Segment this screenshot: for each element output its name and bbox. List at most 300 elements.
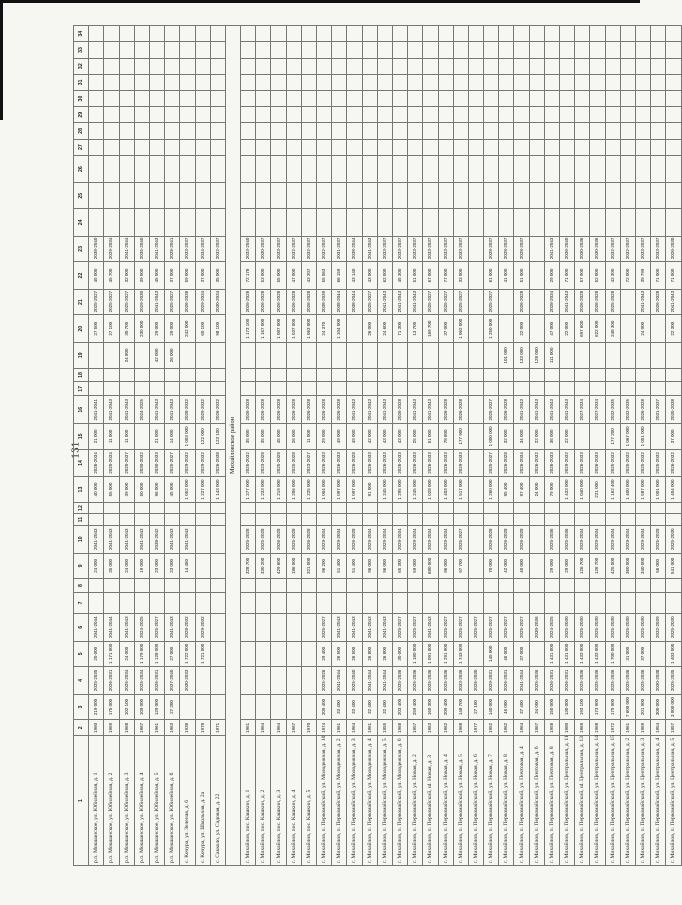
table-row — [666, 26, 681, 866]
value-cell: 109 000 — [134, 694, 149, 719]
value-cell: 2041-2043 — [392, 289, 407, 314]
value-cell — [195, 592, 210, 613]
value-cell — [134, 90, 149, 106]
value-cell: 2026-2030 — [468, 667, 483, 695]
value-cell: 2026-2033 — [575, 449, 590, 477]
value-cell — [104, 90, 119, 106]
value-cell — [468, 553, 483, 578]
value-cell: 1 403 000 — [438, 477, 453, 502]
value-cell: 96 000 — [149, 477, 164, 502]
value-cell — [635, 26, 650, 42]
value-cell — [468, 139, 483, 155]
value-cell: 2024-2025 — [544, 613, 559, 641]
value-cell: 2032-2037 — [605, 236, 620, 261]
value-cell: 29 000 — [544, 262, 559, 290]
value-cell — [468, 155, 483, 183]
value-cell — [347, 58, 362, 74]
value-cell: 29 000 — [165, 315, 180, 343]
value-cell: 2029-2034 — [408, 525, 423, 553]
address-cell: г. Михайлов, п. Первомайский, ул. Почтовая, д. 8 — [544, 736, 559, 866]
value-cell — [605, 155, 620, 183]
value-cell — [119, 208, 134, 236]
value-cell — [590, 26, 605, 42]
value-cell — [560, 74, 575, 90]
value-cell — [256, 502, 271, 514]
value-cell: 77 000 — [438, 262, 453, 290]
value-cell — [377, 208, 392, 236]
value-cell: 102 100 — [119, 694, 134, 719]
value-cell — [453, 514, 468, 526]
value-cell: 2032-2037 — [317, 236, 332, 261]
value-cell — [134, 183, 149, 208]
value-cell — [165, 592, 180, 613]
value-cell: 2030-2036 — [529, 613, 544, 641]
table-row — [605, 26, 620, 866]
value-cell: 97 700 — [453, 553, 468, 578]
value-cell — [468, 58, 483, 74]
value-cell — [408, 123, 423, 139]
value-cell — [560, 26, 575, 42]
value-cell: 1 277 000 — [241, 477, 256, 502]
header-cell: 34 — [74, 26, 89, 42]
value-cell — [392, 208, 407, 236]
value-cell: 2026-2028 — [301, 525, 316, 553]
value-cell — [499, 183, 514, 208]
value-cell: 11 000 — [104, 424, 119, 449]
value-cell — [317, 74, 332, 90]
value-cell: 33 000 — [453, 262, 468, 290]
value-cell — [301, 694, 316, 719]
value-cell — [453, 123, 468, 139]
value-cell — [134, 368, 149, 382]
value-cell — [301, 139, 316, 155]
value-cell — [438, 90, 453, 106]
value-cell — [544, 26, 559, 42]
value-cell — [104, 502, 119, 514]
value-cell — [651, 592, 666, 613]
value-cell — [286, 343, 301, 368]
value-cell: 1954 — [651, 720, 666, 736]
value-cell — [362, 90, 377, 106]
value-cell: 1 001 000 — [651, 477, 666, 502]
value-cell — [499, 42, 514, 58]
value-cell: 2041-2043 — [514, 396, 529, 424]
value-cell: 2026-2028 — [271, 289, 286, 314]
value-cell — [514, 58, 529, 74]
value-cell — [347, 343, 362, 368]
value-cell: 24 000 — [119, 553, 134, 578]
value-cell — [408, 58, 423, 74]
value-cell — [408, 208, 423, 236]
value-cell — [590, 208, 605, 236]
value-cell: 1957 — [408, 720, 423, 736]
value-cell — [468, 343, 483, 368]
value-cell — [438, 155, 453, 183]
value-cell — [575, 139, 590, 155]
value-cell — [149, 502, 164, 514]
value-cell — [468, 514, 483, 526]
value-cell: 1 587 000 — [635, 477, 650, 502]
header-cell: 5 — [74, 641, 89, 666]
value-cell: 2026-2028 — [317, 396, 332, 424]
value-cell: 2026-2032 — [210, 396, 225, 424]
value-cell — [256, 26, 271, 42]
value-cell — [620, 42, 635, 58]
value-cell — [575, 155, 590, 183]
header-cell: 6 — [74, 613, 89, 641]
value-cell — [605, 208, 620, 236]
value-cell: 2025-2032 — [241, 449, 256, 477]
value-cell — [423, 183, 438, 208]
value-cell: 34 000 — [514, 424, 529, 449]
value-cell — [484, 382, 499, 396]
value-cell: 209 400 — [317, 694, 332, 719]
value-cell — [453, 107, 468, 123]
value-cell — [529, 525, 544, 553]
value-cell: 2026-2028 — [651, 289, 666, 314]
value-cell: 2033-2036 — [453, 667, 468, 695]
value-cell — [438, 26, 453, 42]
value-cell — [468, 74, 483, 90]
value-cell — [180, 74, 195, 90]
value-cell — [392, 107, 407, 123]
header-cell: 20 — [74, 315, 89, 343]
value-cell — [423, 90, 438, 106]
value-cell: 61 000 — [484, 262, 499, 290]
value-cell: 2026-2028 — [514, 525, 529, 553]
table-row — [529, 26, 544, 866]
value-cell — [514, 502, 529, 514]
value-cell — [499, 368, 514, 382]
value-cell — [605, 579, 620, 593]
value-cell — [119, 502, 134, 514]
value-cell — [119, 514, 134, 526]
value-cell — [529, 592, 544, 613]
value-cell — [635, 514, 650, 526]
value-cell — [453, 183, 468, 208]
value-cell — [347, 107, 362, 123]
value-cell — [347, 74, 362, 90]
value-cell — [301, 502, 316, 514]
value-cell — [149, 514, 164, 526]
header-cell: 26 — [74, 155, 89, 183]
value-cell — [332, 382, 347, 396]
value-cell — [590, 155, 605, 183]
value-cell — [590, 42, 605, 58]
value-cell — [468, 208, 483, 236]
value-cell — [453, 155, 468, 183]
value-cell — [560, 343, 575, 368]
value-cell: 1964 — [256, 720, 271, 736]
value-cell: 300 000 — [651, 694, 666, 719]
value-cell: 2025-2027 — [438, 613, 453, 641]
value-cell — [210, 579, 225, 593]
value-cell — [560, 107, 575, 123]
value-cell — [514, 368, 529, 382]
value-cell: 35 000 — [241, 424, 256, 449]
value-cell — [134, 382, 149, 396]
value-cell: 52 000 — [590, 262, 605, 290]
value-cell: 1967 — [134, 720, 149, 736]
value-cell — [165, 208, 180, 236]
value-cell: 2025-2040 — [347, 667, 362, 695]
value-cell — [529, 139, 544, 155]
value-cell — [408, 514, 423, 526]
value-cell: 2041-2043 — [560, 289, 575, 314]
value-cell — [362, 343, 377, 368]
value-cell: 40 000 — [89, 477, 104, 502]
value-cell — [119, 107, 134, 123]
value-cell — [286, 613, 301, 641]
value-cell: 1968 — [119, 720, 134, 736]
value-cell: 2025-2036 — [544, 525, 559, 553]
value-cell: 2025-2034 — [119, 667, 134, 695]
value-cell: 177 200 — [605, 424, 620, 449]
value-cell: 2026-2033 — [332, 449, 347, 477]
value-cell: 2026-2032 — [666, 449, 681, 477]
value-cell — [256, 579, 271, 593]
value-cell: 2034-2037 — [195, 236, 210, 261]
value-cell — [210, 525, 225, 553]
value-cell — [119, 183, 134, 208]
value-cell: 193 100 — [575, 694, 590, 719]
header-cell: 1 — [74, 736, 89, 866]
table-row — [575, 26, 590, 866]
value-cell: 1961 — [620, 720, 635, 736]
value-cell — [453, 90, 468, 106]
value-cell — [180, 139, 195, 155]
value-cell — [271, 368, 286, 382]
value-cell — [468, 107, 483, 123]
value-cell — [119, 139, 134, 155]
value-cell: 2026-2034 — [89, 449, 104, 477]
value-cell: 67 000 — [423, 262, 438, 290]
value-cell — [195, 58, 210, 74]
value-cell: 133 000 — [514, 343, 529, 368]
value-cell — [180, 579, 195, 593]
value-cell: 2041-2043 — [423, 613, 438, 641]
value-cell — [286, 592, 301, 613]
value-cell: 2026-2028 — [271, 525, 286, 553]
value-cell: 2033-2037 — [635, 236, 650, 261]
value-cell — [317, 26, 332, 42]
value-cell — [651, 502, 666, 514]
value-cell — [468, 641, 483, 666]
value-cell — [499, 26, 514, 42]
value-cell — [651, 26, 666, 42]
value-cell — [210, 123, 225, 139]
value-cell — [301, 613, 316, 641]
address-cell: г. Михайлов, п. Первомайский, ул. Почтовая, д. 6 — [529, 736, 544, 866]
value-cell — [651, 155, 666, 183]
value-cell: 27 300 — [165, 694, 180, 719]
value-cell: 2026-2033 — [317, 449, 332, 477]
value-cell: 2041-2043 — [362, 236, 377, 261]
header-cell: 15 — [74, 424, 89, 449]
value-cell — [317, 382, 332, 396]
value-cell — [210, 514, 225, 526]
value-cell: 1 433 000 — [560, 477, 575, 502]
value-cell: 45 000 — [499, 641, 514, 666]
value-cell — [347, 592, 362, 613]
value-cell: 2025-2026 — [317, 667, 332, 695]
table-header-row — [74, 26, 89, 866]
header-cell: 10 — [74, 525, 89, 553]
value-cell — [134, 107, 149, 123]
value-cell — [605, 74, 620, 90]
value-cell: 122 000 — [195, 424, 210, 449]
value-cell: 2025-2027 — [499, 613, 514, 641]
value-cell — [499, 139, 514, 155]
value-cell — [453, 58, 468, 74]
value-cell — [210, 613, 225, 641]
value-cell — [377, 90, 392, 106]
value-cell — [134, 26, 149, 42]
value-cell — [666, 382, 681, 396]
header-cell: 29 — [74, 107, 89, 123]
value-cell — [332, 74, 347, 90]
value-cell: 2025-2030 — [605, 613, 620, 641]
value-cell — [317, 107, 332, 123]
value-cell — [392, 368, 407, 382]
value-cell: 33 400 — [347, 694, 362, 719]
value-cell — [514, 90, 529, 106]
value-cell — [392, 123, 407, 139]
value-cell: 1 179 000 — [134, 641, 149, 666]
address-cell: г. Михайлов, п. Первомайский, ул. Новая, д. 4 — [438, 736, 453, 866]
table-row — [620, 26, 635, 866]
value-cell: 39 000 — [119, 477, 134, 502]
value-cell — [590, 368, 605, 382]
value-cell — [119, 579, 134, 593]
value-cell: 2026-2033 — [377, 449, 392, 477]
value-cell: 2025-2030 — [560, 613, 575, 641]
value-cell: 360 000 — [620, 553, 635, 578]
value-cell — [89, 208, 104, 236]
value-cell — [468, 592, 483, 613]
value-cell: 1964 — [347, 720, 362, 736]
value-cell — [560, 123, 575, 139]
value-cell: 2029-2034 — [575, 525, 590, 553]
table-row — [392, 26, 407, 866]
header-cell: 14 — [74, 449, 89, 477]
value-cell — [499, 514, 514, 526]
value-cell — [423, 579, 438, 593]
value-cell — [134, 208, 149, 236]
value-cell — [377, 58, 392, 74]
value-cell — [104, 368, 119, 382]
value-cell: 2026-2033 — [544, 449, 559, 477]
value-cell: 27 100 — [104, 315, 119, 343]
value-cell: 2025-2032 — [651, 449, 666, 477]
value-cell — [666, 592, 681, 613]
value-cell: 45 000 — [165, 477, 180, 502]
value-cell — [362, 42, 377, 58]
value-cell: 2025-2035 — [666, 667, 681, 695]
value-cell — [347, 315, 362, 343]
header-cell: 17 — [74, 382, 89, 396]
value-cell — [423, 123, 438, 139]
value-cell — [408, 382, 423, 396]
value-cell: 2025-2028 — [241, 525, 256, 553]
header-cell: 4 — [74, 667, 89, 695]
value-cell: 40 000 — [514, 553, 529, 578]
value-cell: 51 400 — [347, 553, 362, 578]
value-cell: 2037-2040 — [165, 667, 180, 695]
table-row — [165, 26, 180, 866]
value-cell — [195, 579, 210, 593]
value-cell: 30 700 — [119, 315, 134, 343]
value-cell — [560, 368, 575, 382]
value-cell: 2029-2034 — [332, 525, 347, 553]
value-cell: 2038-2039 — [317, 289, 332, 314]
table-row — [271, 26, 286, 866]
table-row — [89, 26, 104, 866]
value-cell — [180, 26, 195, 42]
value-cell — [89, 343, 104, 368]
value-cell — [104, 208, 119, 236]
value-cell — [317, 592, 332, 613]
value-cell — [560, 183, 575, 208]
value-cell: 42 000 — [149, 343, 164, 368]
value-cell: 111 000 — [544, 343, 559, 368]
value-cell: 2025-2027 — [165, 289, 180, 314]
value-cell: 2026-2033 — [590, 449, 605, 477]
value-cell: 2025-2030 — [635, 613, 650, 641]
value-cell: 34 000 — [529, 694, 544, 719]
value-cell — [149, 123, 164, 139]
value-cell: 140 000 — [484, 694, 499, 719]
value-cell: 98 100 — [210, 315, 225, 343]
value-cell: 50 000 — [134, 477, 149, 502]
value-cell: 429 600 — [271, 553, 286, 578]
value-cell — [544, 123, 559, 139]
value-cell — [529, 262, 544, 290]
value-cell: 22 300 — [666, 315, 681, 343]
value-cell: 1 517 000 — [453, 477, 468, 502]
value-cell — [590, 58, 605, 74]
value-cell — [89, 107, 104, 123]
value-cell — [408, 42, 423, 58]
value-cell — [332, 123, 347, 139]
value-cell — [590, 123, 605, 139]
value-cell — [544, 592, 559, 613]
value-cell — [484, 107, 499, 123]
value-cell: 2029-2034 — [635, 525, 650, 553]
address-cell: с. Сакколо, ул. Садовая, д. 22 — [210, 736, 225, 866]
value-cell: 1 743 000 — [453, 641, 468, 666]
value-cell: 96 200 — [317, 553, 332, 578]
value-cell: 2041-2043 — [165, 396, 180, 424]
value-cell — [301, 107, 316, 123]
value-cell — [377, 123, 392, 139]
value-cell — [347, 514, 362, 526]
value-cell — [104, 183, 119, 208]
value-cell: 148 700 — [453, 694, 468, 719]
value-cell — [575, 592, 590, 613]
value-cell — [575, 123, 590, 139]
value-cell: 2041-2043 — [119, 396, 134, 424]
value-cell: 26 500 — [332, 641, 347, 666]
value-cell: 1 225 000 — [301, 477, 316, 502]
value-cell: 1 404 000 — [666, 477, 681, 502]
value-cell — [666, 42, 681, 58]
value-cell — [575, 514, 590, 526]
value-cell — [210, 667, 225, 695]
value-cell — [89, 26, 104, 42]
value-cell — [347, 139, 362, 155]
value-cell — [453, 42, 468, 58]
